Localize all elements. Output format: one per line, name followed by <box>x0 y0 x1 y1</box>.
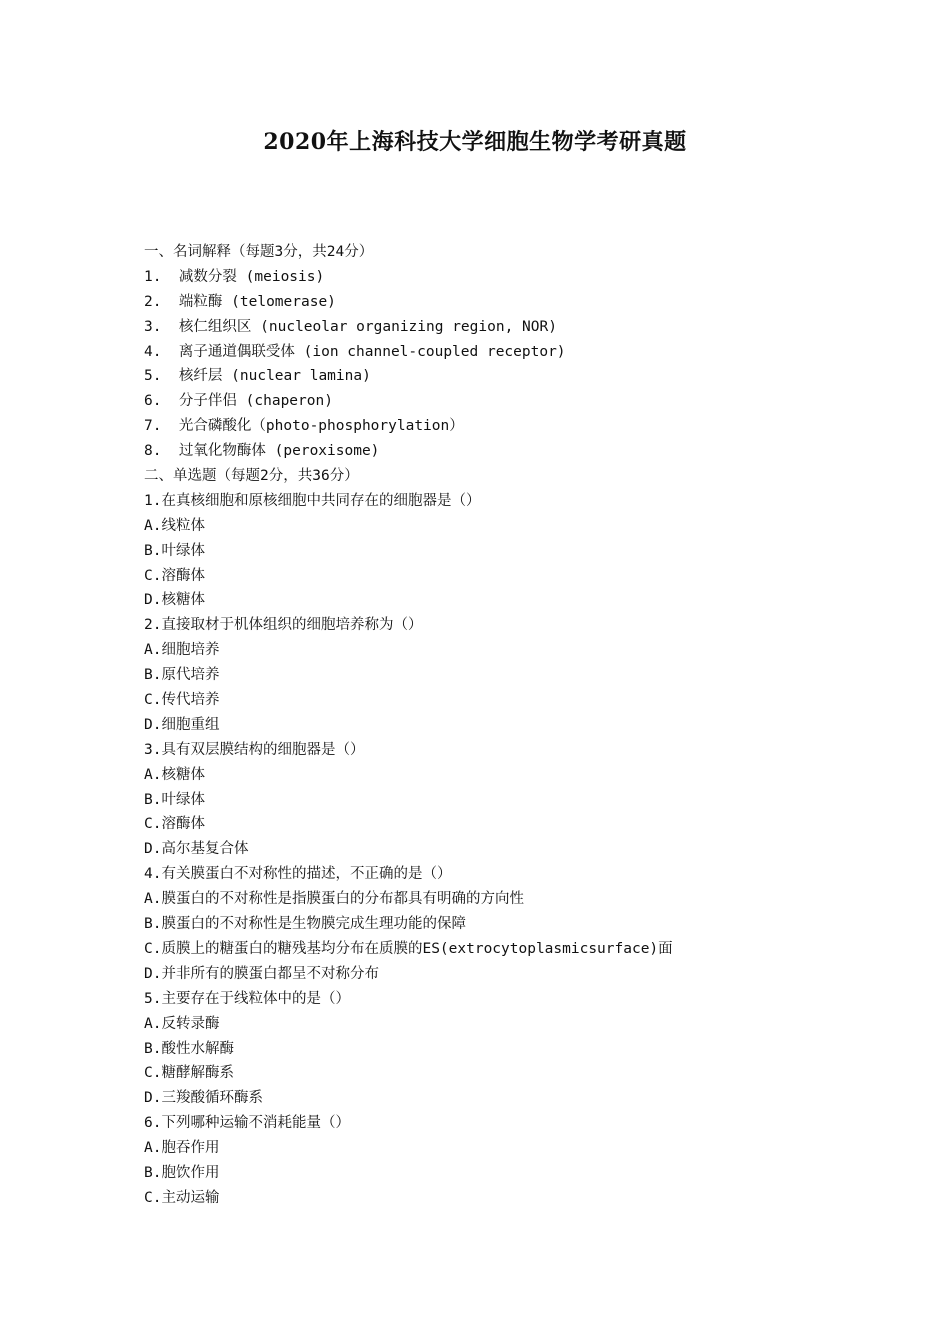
answer-option: B.原代培养 <box>144 667 220 684</box>
answer-option: A.反转录酶 <box>144 1015 220 1032</box>
answer-option: D.细胞重组 <box>144 716 220 733</box>
question-stem: 3.具有双层膜结构的细胞器是（） <box>144 741 365 758</box>
answer-option: B.胞饮作用 <box>144 1164 220 1181</box>
answer-option: A.核糖体 <box>144 766 205 783</box>
section-heading: 一、名词解释（每题3分，共24分） <box>144 244 374 260</box>
question-stem: 5.主要存在于线粒体中的是（） <box>144 990 350 1007</box>
term-item: 3. 核仁组织区 (nucleolar organizing region, NOR) <box>144 318 557 335</box>
answer-option: A.细胞培养 <box>144 642 220 659</box>
answer-option: D.高尔基复合体 <box>144 841 249 858</box>
section-heading: 二、单选题（每题2分，共36分） <box>144 468 359 485</box>
term-item: 7. 光合磷酸化（photo-phosphorylation） <box>144 418 464 435</box>
question-stem: 4.有关膜蛋白不对称性的描述，不正确的是（） <box>144 866 452 883</box>
question-stem: 2.直接取材于机体组织的细胞培养称为（） <box>144 617 423 634</box>
answer-option: B.膜蛋白的不对称性是生物膜完成生理功能的保障 <box>144 916 466 933</box>
answer-option: C.糖酵解酶系 <box>144 1065 234 1082</box>
answer-option: B.叶绿体 <box>144 791 205 808</box>
answer-option: D.核糖体 <box>144 592 205 609</box>
answer-option: C.主动运输 <box>144 1189 220 1206</box>
term-item: 6. 分子伴侣 (chaperon) <box>144 393 333 410</box>
term-item: 1. 减数分裂 (meiosis) <box>144 268 325 285</box>
answer-option: C.质膜上的糖蛋白的糖残基均分布在质膜的ES(extrocytoplasmicsurface)面 <box>144 940 673 957</box>
answer-option: A.线粒体 <box>144 517 205 534</box>
answer-option: C.溶酶体 <box>144 816 205 833</box>
term-item: 8. 过氧化物酶体 (peroxisome) <box>144 443 380 460</box>
question-stem: 6.下列哪种运输不消耗能量（） <box>144 1115 350 1132</box>
answer-option: B.酸性水解酶 <box>144 1040 234 1057</box>
answer-option: B.叶绿体 <box>144 542 205 559</box>
answer-option: C.溶酶体 <box>144 567 205 584</box>
question-stem: 1.在真核细胞和原核细胞中共同存在的细胞器是（） <box>144 492 481 509</box>
exam-content <box>144 240 844 1211</box>
term-item: 5. 核纤层 (nuclear lamina) <box>144 368 371 385</box>
term-item: 4. 离子通道偶联受体 (ion channel-coupled receptor) <box>144 343 566 360</box>
answer-option: A.胞吞作用 <box>144 1140 220 1157</box>
answer-option: A.膜蛋白的不对称性是指膜蛋白的分布都具有明确的方向性 <box>144 891 524 908</box>
answer-option: D.三羧酸循环酶系 <box>144 1090 263 1107</box>
answer-option: C.传代培养 <box>144 692 220 709</box>
term-item: 2. 端粒酶 (telomerase) <box>144 293 336 310</box>
answer-option: D.并非所有的膜蛋白都呈不对称分布 <box>144 965 379 982</box>
page-title: 2020年上海科技大学细胞生物学考研真题 <box>263 129 687 155</box>
